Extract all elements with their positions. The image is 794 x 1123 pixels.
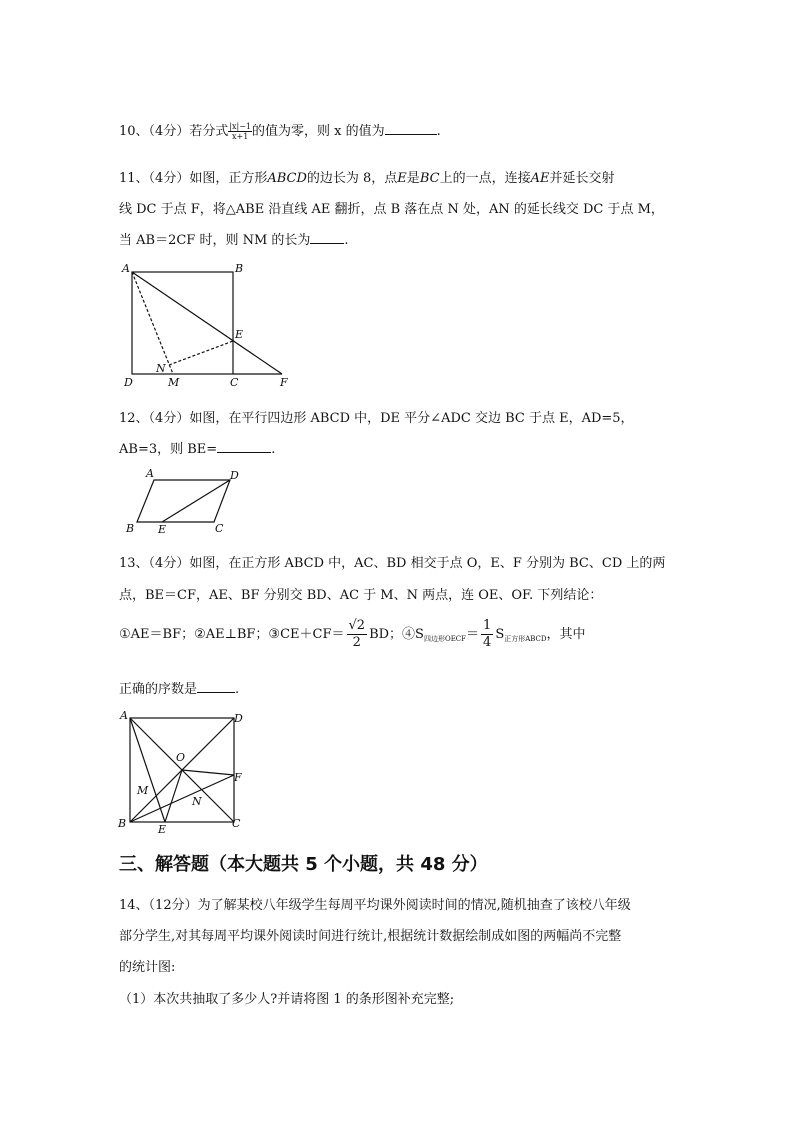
q13-label-e: E: [158, 823, 167, 836]
q11-l1e: 是: [406, 171, 420, 186]
q12-line2: [119, 438, 275, 457]
q12-label-d: D: [230, 469, 239, 482]
q13-end: .: [235, 682, 240, 697]
q11-label-f: F: [280, 376, 288, 388]
q13-frac1-num: √2: [348, 618, 366, 633]
q11-line3: [119, 229, 349, 248]
q12-l2: AB=3，则 BE=: [119, 442, 218, 457]
q12-parallelogram: [137, 480, 230, 522]
q14-line2: 部分学生,对其每周平均课外阅读时间进行统计,根据统计数据绘制成如图的两幅尚不完整: [119, 929, 622, 944]
q13-l4: 正确的序数是: [119, 682, 198, 697]
q13-figure: [116, 706, 256, 836]
q11-l1a: 11、（4分）如图，正方形: [119, 171, 268, 186]
q11-line1: [119, 167, 614, 186]
q12-figure: [118, 466, 248, 536]
q12-label-a: A: [146, 467, 154, 480]
q13-label-d: D: [234, 712, 243, 725]
q11-figure: [118, 262, 298, 388]
q13-conclusions: [119, 618, 586, 651]
q10-fraction: [228, 122, 252, 141]
q11-answer-blank: [310, 233, 344, 244]
q13-line4: [119, 678, 239, 697]
section-title: 三、解答题（本大题共 5 个小题，共 48 分）: [119, 854, 488, 875]
q13-frac2: [481, 618, 493, 651]
q13-frac2-num: 1: [483, 618, 492, 633]
q11-label-c: C: [230, 376, 239, 388]
q11-l1d: E: [397, 171, 407, 186]
q13-c1: ①AE＝BF；②AE⊥BF；③CE＋CF＝: [119, 627, 345, 642]
q13-eq: ＝: [466, 627, 480, 642]
q10-end: .: [436, 124, 441, 139]
q11-line-am: [132, 272, 173, 374]
q13-line2: 点，BE＝CF，AE、BF 分别交 BD、AC 于 M、N 两点，连 OE、OF. 下列结论：: [119, 588, 603, 603]
q13-label-m: M: [137, 784, 149, 797]
q12-answer-blank: [217, 442, 271, 453]
q11-label-b: B: [235, 262, 244, 275]
q11-l1c: 的边长为 8，点: [306, 171, 398, 186]
q11-label-n: N: [156, 362, 166, 375]
q13-label-a: A: [120, 709, 128, 722]
q11-l1b: ABCD: [267, 171, 307, 186]
q11-l1h: AE: [530, 171, 550, 186]
q10-answer-blank: [385, 124, 437, 135]
q13-s2-sub: 正方形ABCD: [504, 635, 547, 643]
q11-l3-end: .: [344, 233, 349, 248]
q11-line2: 线 DC 于点 F，将△ABE 沿直线 AE 翻折，点 B 落在点 N 处，AN 的延长线交 DC 于点 M，: [119, 202, 664, 217]
q13-s1-sub: 四边形OECF: [423, 635, 467, 643]
q13-line-bf: [130, 775, 234, 822]
q11-l1g: 上的一点，连接: [439, 171, 531, 186]
q13-label-f: F: [234, 771, 242, 784]
q10-prefix: 10、（4分）若分式: [119, 124, 229, 139]
q13-answer-blank: [197, 682, 235, 693]
q11-label-a: A: [122, 262, 130, 275]
q13-s2: S: [495, 627, 505, 642]
q10-suffix: 的值为零，则 x 的值为: [252, 124, 385, 139]
q11-label-e: E: [235, 328, 244, 341]
q13-frac1: [347, 618, 368, 651]
q10-numerator: |x|−1: [229, 122, 252, 131]
q13-line-ae: [130, 718, 165, 822]
q12-label-e: E: [158, 523, 167, 536]
q10-text: [119, 120, 441, 141]
q11-l1i: 并延长交射: [549, 171, 615, 186]
q12-line-de: [162, 480, 230, 522]
q12-end: .: [271, 442, 276, 457]
q12-label-b: B: [126, 522, 135, 535]
q14-line3: 的统计图:: [119, 960, 176, 975]
q11-label-d: D: [124, 376, 133, 388]
q13-frac1-den: 2: [352, 635, 361, 650]
q13-label-o: O: [176, 751, 186, 764]
q10-denominator: x+1: [232, 132, 249, 141]
q11-line-ne: [169, 341, 233, 365]
q14-line4: （1）本次共抽取了多少人?并请将图 1 的条形图补充完整;: [119, 992, 455, 1007]
q13-c-end: ，其中: [546, 627, 586, 642]
q11-square: [132, 272, 233, 374]
q11-l1f: BC: [419, 171, 440, 186]
q13-line-of: [182, 770, 234, 775]
q12-line1: 12、（4分）如图，在平行四边形 ABCD 中，DE 平分∠ADC 交边 BC 于点 E，AD=5，: [119, 411, 634, 426]
q11-line-af: [132, 272, 282, 374]
q13-c1-tail: BD；④S: [369, 627, 424, 642]
q13-label-n: N: [192, 795, 202, 808]
q13-line1: 13、（4分）如图，在正方形 ABCD 中，AC、BD 相交于点 O，E、F 分别为 BC、CD 上的两: [119, 556, 666, 571]
q12-label-c: C: [215, 522, 224, 535]
q11-l3a: 当 AB＝2CF 时，则 NM 的长为: [119, 233, 311, 248]
q13-label-b: B: [118, 817, 127, 830]
q14-line1: 14、（12分）为了解某校八年级学生每周平均课外阅读时间的情况,随机抽查了该校八年级: [119, 898, 631, 913]
q13-frac2-den: 4: [483, 635, 492, 650]
q13-label-c: C: [232, 817, 241, 830]
q11-label-m: M: [168, 376, 180, 388]
